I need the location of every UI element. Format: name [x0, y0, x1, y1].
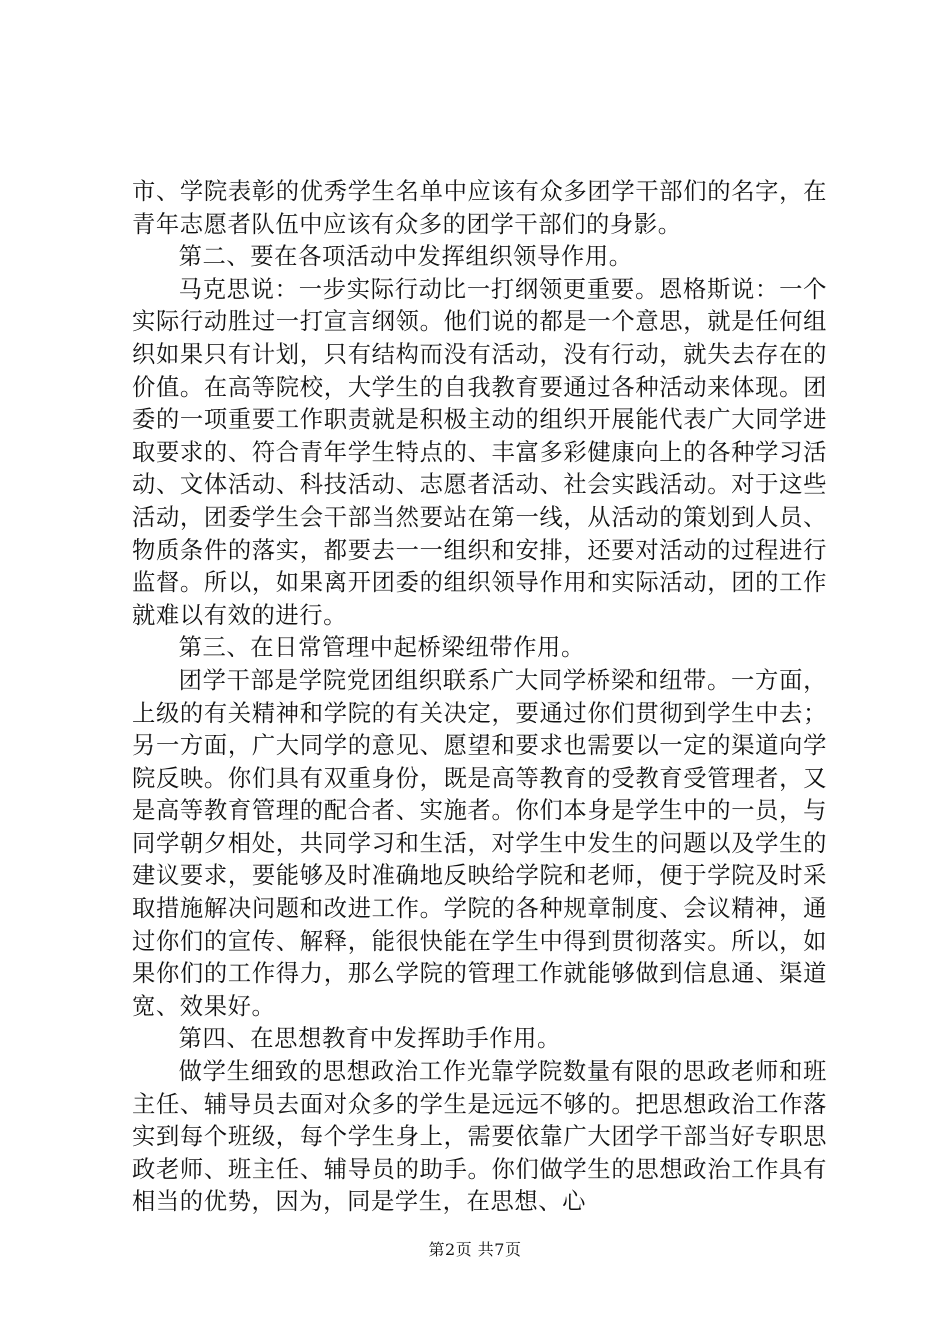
- paragraph-1: 市、学院表彰的优秀学生名单中应该有众多团学干部们的名字，在青年志愿者队伍中应该有众多的团学干部们的身影。: [132, 178, 827, 238]
- section-heading-2: 第二、要在各项活动中发挥组织领导作用。: [178, 243, 633, 271]
- section-heading-4: 第三、在日常管理中起桥梁纽带作用。: [178, 634, 585, 662]
- document-body: [132, 176, 827, 1219]
- paragraph-7: 做学生细致的思想政治工作光靠学院数量有限的思政老师和班主任、辅导员去面对众多的学生是远远不够的。把思想政治工作落实到每个班级，每个学生身上，需要依靠广大团学干部当好专职思政老师、班主任、辅导员的助手。你们做学生的思想政治工作具有相当的优势，因为，同是学生，在思想、心: [132, 1058, 827, 1216]
- paragraph-3: 马克思说：一步实际行动比一打纲领更重要。恩格斯说：一个实际行动胜过一打宣言纲领。他们说的都是一个意思，就是任何组织如果只有计划，只有结构而没有活动，没有行动，就失去存在的价值。在高等院校，大学生的自我教育要通过各种活动来体现。团委的一项重要工作职责就是积极主动的组织开展能代表广大同学进取要求的、符合青年学生特点的、丰富多彩健康向上的各种学习活动、文体活动、科技活动、志愿者活动、社会实践活动。对于这些活动，团委学生会干部当然要站在第一线，从活动的策划到人员、物质条件的落实，都要去一一组织和安排，还要对活动的过程进行监督。所以，如果离开团委的组织领导作用和实际活动，团的工作就难以有效的进行。: [132, 275, 827, 629]
- section-heading-6: 第四、在思想教育中发挥助手作用。: [178, 1025, 561, 1053]
- page-number-footer: 第2页 共7页: [428, 1240, 522, 1259]
- paragraph-5: 团学干部是学院党团组织联系广大同学桥梁和纽带。一方面，上级的有关精神和学院的有关决定，要通过你们贯彻到学生中去；另一方面，广大同学的意见、愿望和要求也需要以一定的渠道向学院反映。你们具有双重身份，既是高等教育的受教育受管理者，又是高等教育管理的配合者、实施者。你们本身是学生中的一员，与同学朝夕相处，共同学习和生活，对学生中发生的问题以及学生的建议要求，要能够及时准确地反映给学院和老师，便于学院及时采取措施解决问题和改进工作。学院的各种规章制度、会议精神，通过你们的宣传、解释，能很快能在学生中得到贯彻落实。所以，如果你们的工作得力，那么学院的管理工作就能够做到信息通、渠道宽、效果好。: [132, 666, 827, 1020]
